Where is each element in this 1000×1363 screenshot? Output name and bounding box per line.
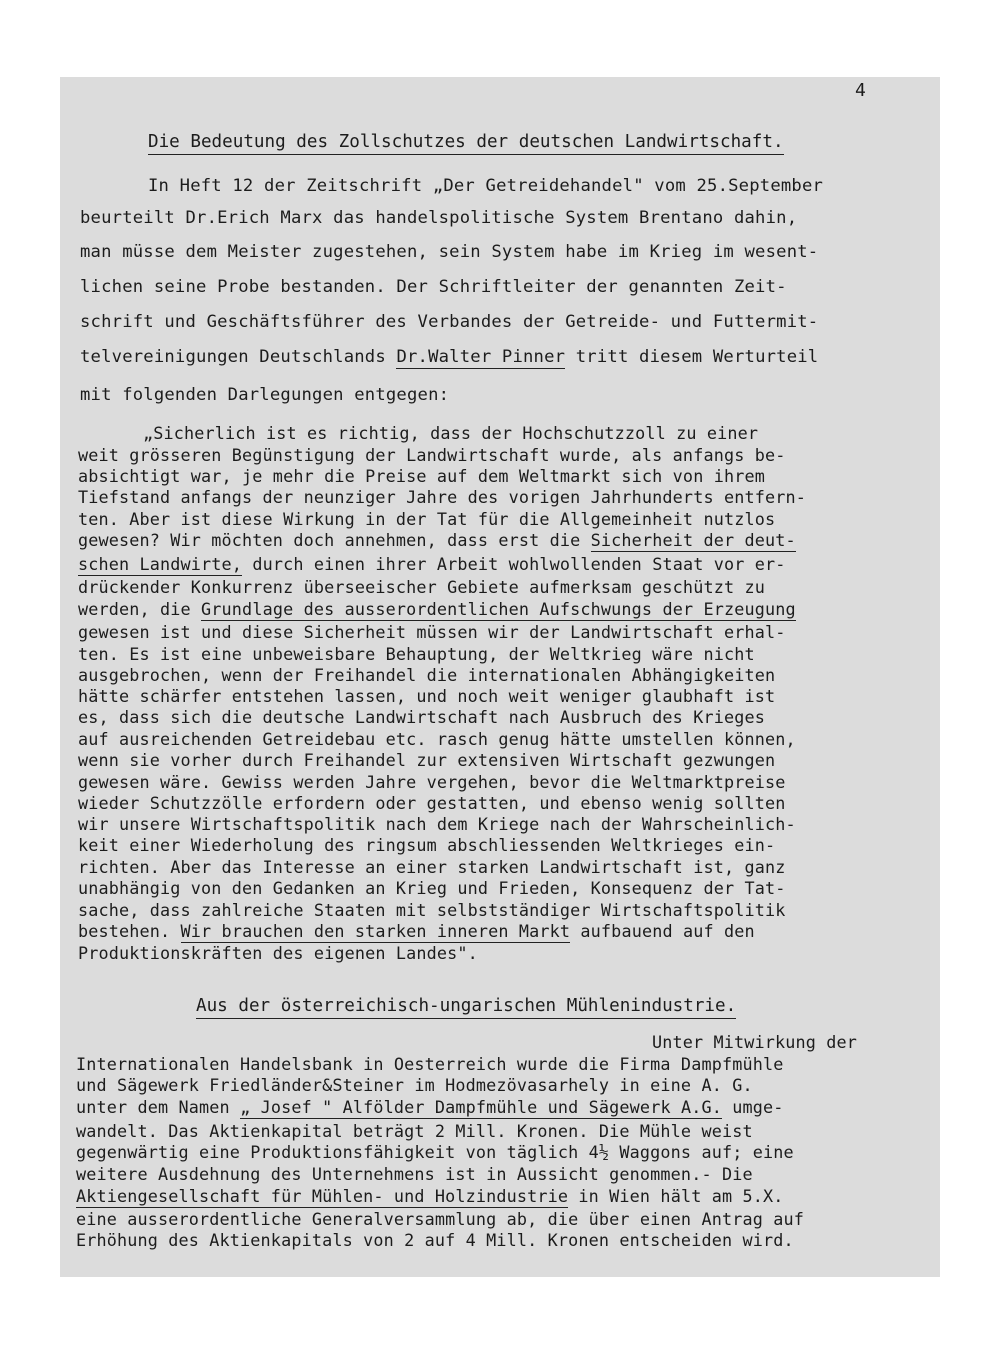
quote-line: ten. Aber ist diese Wirkung in der Tat für die Allgemeinheit nutzlos: [78, 509, 776, 529]
quote-line: sache, dass zahlreiche Staaten mit selbstständiger Wirtschaftspolitik: [78, 900, 786, 920]
section-heading-text: Aus der österreichisch-ungarischen Mühlenindustrie.: [196, 996, 736, 1019]
page-number: 4: [855, 80, 866, 101]
text-line: schrift und Geschäftsführer des Verbandes der Getreide- und Futtermit-: [80, 312, 819, 332]
text-segment: durch einen ihrer Arbeit wohlwollenden Staat vor er-: [242, 554, 786, 574]
underlined-phrase: Wir brauchen den starken inneren Markt: [180, 921, 571, 941]
text-line: weitere Ausdehnung des Unternehmens ist in Aussicht genommen.- Die: [76, 1164, 753, 1184]
quote-line: es, dass sich die deutsche Landwirtschaft nach Ausbruch des Krieges: [78, 707, 765, 727]
text-line: und Sägewerk Friedländer&Steiner im Hodmezövasarhely in eine A. G.: [76, 1075, 753, 1095]
section-heading-text: Die Bedeutung des Zollschutzes der deutschen Landwirtschaft.: [148, 132, 784, 155]
text-line: wandelt. Das Aktienkapital beträgt 2 Mill. Kronen. Die Mühle weist: [76, 1121, 753, 1141]
quote-line: hätte schärfer entstehen lassen, und noch weit weniger glaubhaft ist: [78, 686, 776, 706]
quote-line: wir unsere Wirtschaftspolitik nach dem Kriege nach der Wahrscheinlich-: [78, 814, 796, 834]
quote-line: unabhängig von den Gedanken an Krieg und Frieden, Konsequenz der Tat-: [78, 878, 786, 898]
text-line: [76, 1099, 784, 1116]
quote-line: absichtigt war, je mehr die Preise auf dem Weltmarkt sich von ihrem: [78, 466, 765, 486]
text-segment: aufbauend auf den: [570, 921, 755, 941]
quote-line: wenn sie vorher durch Freihandel zur extensiven Wirtschaft gezwungen: [78, 750, 776, 770]
text-segment: werden, die: [78, 599, 202, 619]
quote-line: Produktionskräften des eigenen Landes".: [78, 943, 478, 963]
text-line: Unter Mitwirkung der: [652, 1032, 858, 1052]
quote-line: Tiefstand anfangs der neunziger Jahre des vorigen Jahrhunderts entfern-: [78, 487, 806, 507]
quote-line: gewesen wäre. Gewiss werden Jahre vergehen, bevor die Weltmarktpreise: [78, 772, 786, 792]
quote-line: ten. Es ist eine unbeweisbare Behauptung, der Weltkrieg wäre nicht: [78, 644, 755, 664]
quote-line: wieder Schutzzölle erfordern oder gestatten, und ebenso wenig sollten: [78, 793, 786, 813]
underlined-company-name: Aktiengesellschaft für Mühlen- und Holzindustrie: [76, 1186, 569, 1206]
text-segment: tritt diesem Werturteil: [565, 347, 819, 367]
underlined-company-name: „ Josef " Alfölder Dampfmühle und Sägewerk A.G.: [240, 1097, 722, 1117]
text-segment: umge-: [721, 1097, 784, 1117]
text-line: Erhöhung des Aktienkapitals von 2 auf 4 Mill. Kronen entscheiden wird.: [76, 1230, 794, 1250]
text-line: beurteilt Dr.Erich Marx das handelspolitische System Brentano dahin,: [80, 208, 798, 228]
text-segment: unter dem Namen: [76, 1097, 241, 1117]
underlined-name: Dr.Walter Pinner: [396, 347, 566, 367]
quote-line: [78, 601, 796, 618]
text-line: [80, 349, 818, 366]
text-segment: gewesen? Wir möchten doch annehmen, dass erst die: [78, 530, 591, 550]
quote-line: keit einer Wiederholung des ringsum abschliessenden Weltkrieges ein-: [78, 835, 776, 855]
underlined-phrase: Sicherheit der deut-: [590, 530, 796, 550]
quote-line: ausgebrochen, wenn der Freihandel die internationalen Abhängigkeiten: [78, 665, 776, 685]
text-line: In Heft 12 der Zeitschrift „Der Getreidehandel" vom 25.September: [148, 176, 824, 196]
text-line: man müsse dem Meister zugestehen, sein System habe im Krieg im wesent-: [80, 242, 819, 262]
section-heading: [148, 132, 784, 152]
text-segment: bestehen.: [78, 921, 181, 941]
text-line: eine ausserordentliche Generalversammlung ab, die über einen Antrag auf: [76, 1209, 804, 1229]
quote-line: [78, 556, 785, 573]
underlined-phrase: schen Landwirte,: [78, 554, 243, 574]
quote-line: [78, 532, 796, 549]
section-heading: [196, 996, 736, 1016]
quote-line: auf ausreichenden Getreidebau etc. rasch genug hätte umstellen können,: [78, 729, 796, 749]
underlined-phrase: Grundlage des ausserordentlichen Aufschwungs der Erzeugung: [201, 599, 796, 619]
text-line: gegenwärtig eine Produktionsfähigkeit von täglich 4½ Waggons auf; eine: [76, 1142, 794, 1162]
text-line: [76, 1188, 783, 1205]
quote-line: „Sicherlich ist es richtig, dass der Hochschutzzoll zu einer: [143, 423, 759, 443]
text-segment: telvereinigungen Deutschlands: [80, 347, 397, 367]
quote-line: richten. Aber das Interesse an einer starken Landwirtschaft ist, ganz: [78, 857, 786, 877]
text-segment: in Wien hält am 5.X.: [568, 1186, 784, 1206]
text-line: lichen seine Probe bestanden. Der Schriftleiter der genannten Zeit-: [80, 277, 787, 297]
quote-line: [78, 923, 755, 940]
text-line: Internationalen Handelsbank in Oesterreich wurde die Firma Dampfmühle: [76, 1054, 784, 1074]
quote-line: gewesen ist und diese Sicherheit müssen wir der Landwirtschaft erhal-: [78, 622, 786, 642]
quote-line: weit grösseren Begünstigung der Landwirtschaft wurde, als anfangs be-: [78, 445, 786, 465]
text-line: mit folgenden Darlegungen entgegen:: [80, 385, 450, 405]
quote-line: drückender Konkurrenz überseeischer Gebiete aufmerksam geschützt zu: [78, 577, 765, 597]
